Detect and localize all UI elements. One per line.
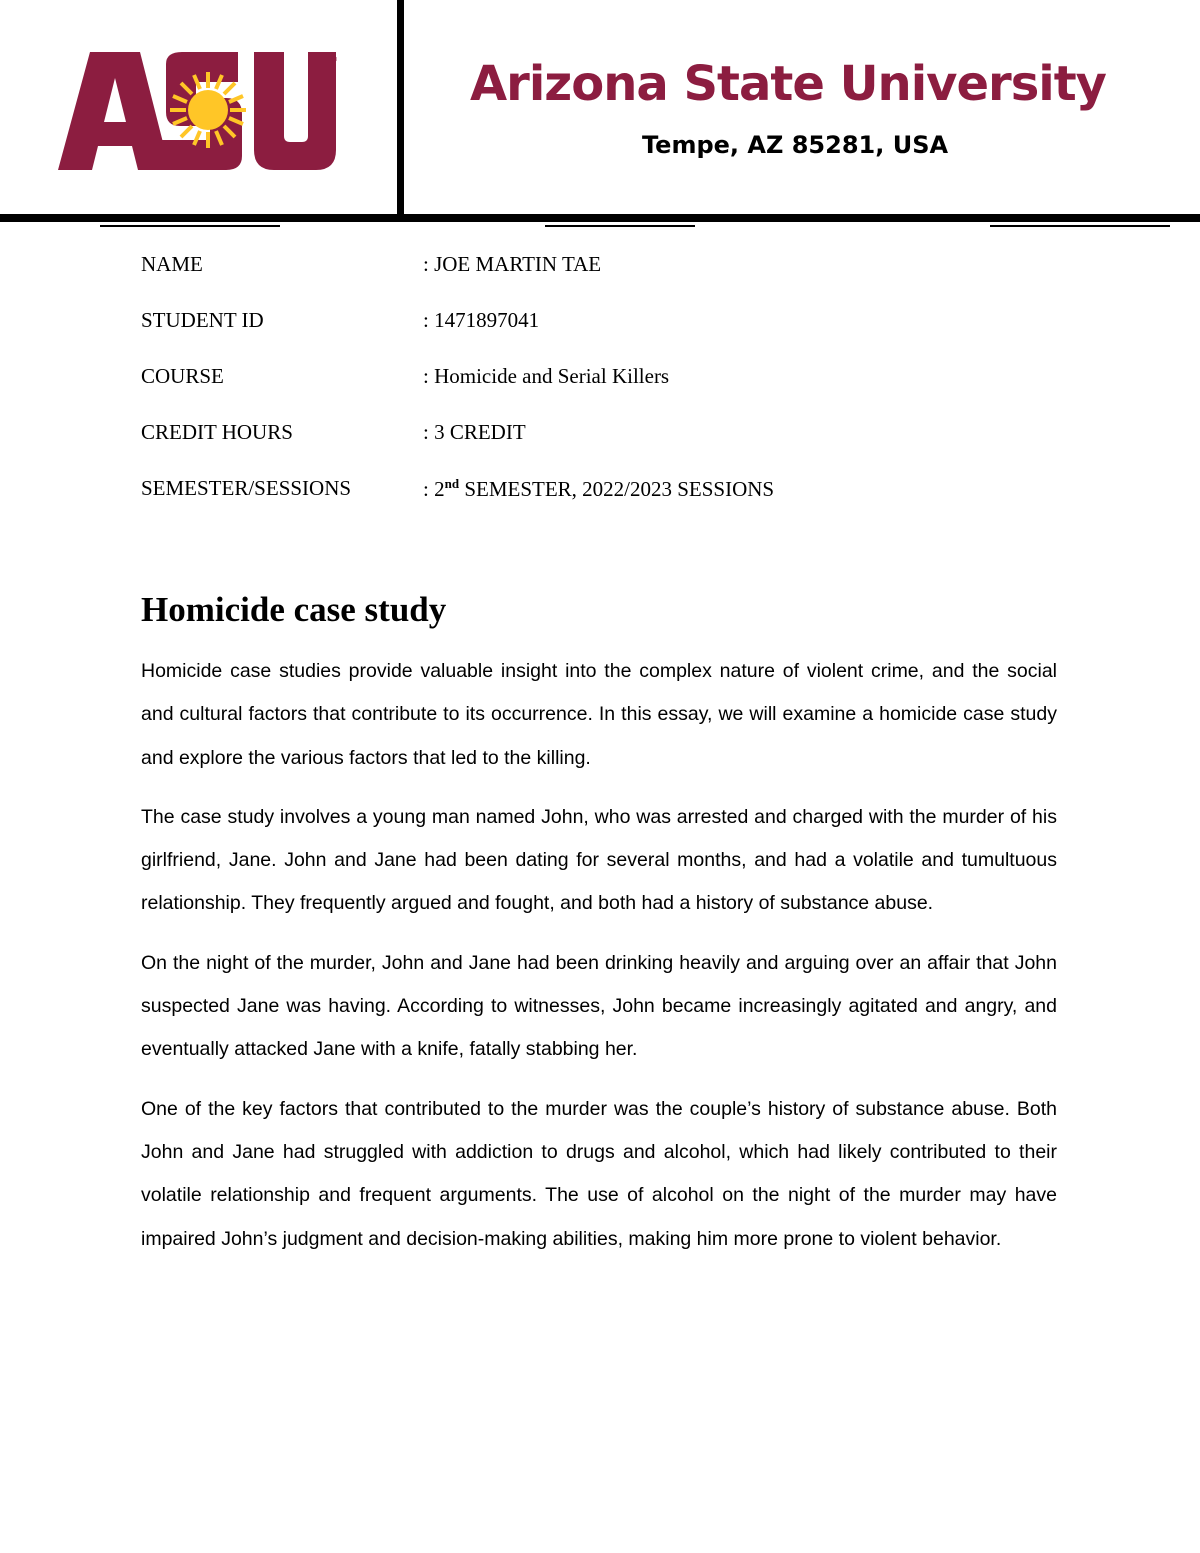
svg-text:®: ®	[330, 55, 338, 64]
semester-suffix: SEMESTER, 2022/2023 SESSIONS	[459, 477, 775, 501]
paragraph: One of the key factors that contributed to the murder was the couple’s history of substance abuse. Both John and Jane had struggled with addiction to drugs and alcohol, which had likely contributed to their volatile relationship and frequent arguments. The use of alcohol on the night of the murder may have impaired John’s judgment and decision-making abilities, making him more prone to violent behavior.	[141, 1097, 1057, 1250]
semester-prefix: : 2	[423, 477, 445, 501]
info-value: : 3 CREDIT	[423, 420, 526, 444]
paragraph: The case study involves a young man named John, who was arrested and charged with the murder of his girlfriend, Jane. John and Jane had been dating for several months, and had a volatile and tumultuous relationship. They frequently argued and fought, and both had a history of substance abuse.	[141, 805, 1057, 915]
sun-icon	[170, 72, 246, 148]
university-location: Tempe, AZ 85281, USA	[642, 131, 949, 159]
student-info-block	[141, 252, 1061, 532]
info-value: : JOE MARTIN TAE	[423, 252, 602, 276]
essay-body	[141, 650, 1057, 1277]
info-row-credit-hours	[141, 420, 1061, 476]
info-label: CREDIT HOURS	[141, 420, 293, 444]
info-label: SEMESTER/SESSIONS	[141, 476, 352, 500]
header-rule-accent	[990, 225, 1170, 227]
header-rule-accent	[545, 225, 695, 227]
info-row-student-id	[141, 308, 1061, 364]
university-name: Arizona State University	[470, 56, 1106, 112]
info-label: STUDENT ID	[141, 308, 264, 332]
document-title: Homicide case study	[141, 590, 447, 629]
paragraph: Homicide case studies provide valuable insight into the complex nature of violent crime, and the social and cultural factors that contribute to its occurrence. In this essay, we will examine a homicide case study and explore the various factors that led to the killing.	[141, 660, 1057, 769]
letterhead	[0, 0, 1200, 230]
semester-ordinal: nd	[444, 476, 460, 491]
header-vertical-rule	[397, 0, 404, 220]
info-row-course	[141, 364, 1061, 420]
info-row-name	[141, 252, 1061, 308]
info-value: : Homicide and Serial Killers	[423, 364, 670, 388]
paragraph: On the night of the murder, John and Jane had been drinking heavily and arguing over an affair that John suspected Jane was having. According to witnesses, John became increasingly agitated and angry, and eventually attacked Jane with a knife, fatally stabbing her.	[141, 951, 1057, 1061]
info-value: : 1471897041	[423, 308, 540, 332]
header-horizontal-rule	[0, 214, 1200, 222]
asu-logo	[58, 48, 343, 178]
header-rule-accent	[100, 225, 280, 227]
info-label: NAME	[141, 252, 203, 276]
info-label: COURSE	[141, 364, 224, 388]
info-value	[423, 476, 774, 502]
info-row-semester	[141, 476, 1061, 532]
